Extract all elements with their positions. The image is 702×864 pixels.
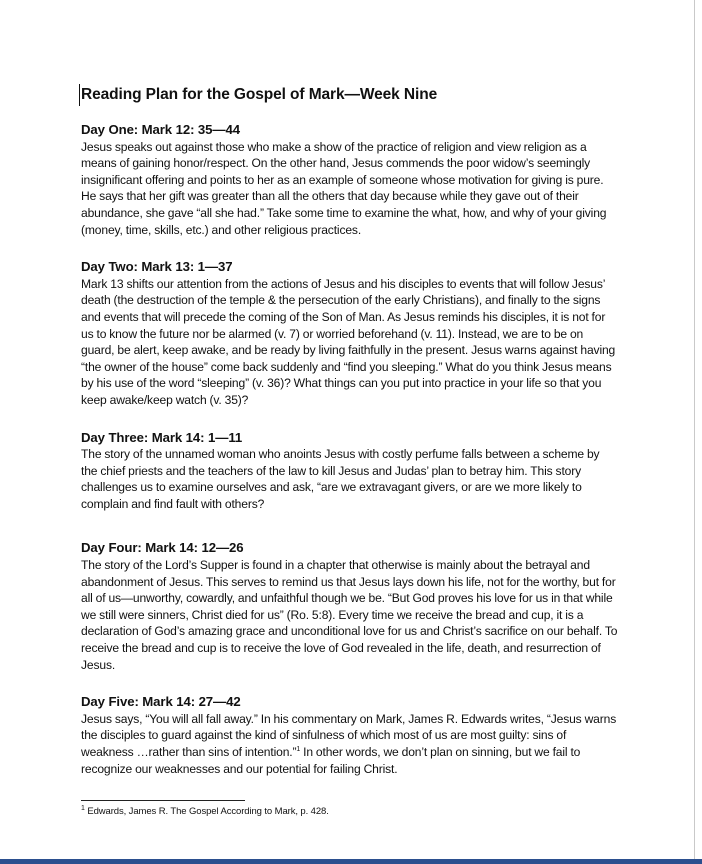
day-one-heading: Day One: Mark 12: 35—44 bbox=[81, 122, 240, 137]
day-three-text: The story of the unnamed woman who anoints Jesus with costly perfume falls between a scheme by the chief priests and the teachers of the law to kill Jesus and Judas’ plan to betray him. This story challenges us to examine ourselves and ask, “are we extravagant givers, or are we more likely to complain and find fault with others? bbox=[81, 447, 600, 511]
day-five-section bbox=[81, 694, 618, 777]
day-four-heading: Day Four: Mark 14: 12—26 bbox=[81, 540, 244, 556]
day-two-text: Mark 13 shifts our attention from the actions of Jesus and his disciples to events that will follow Jesus’ death (the destruction of the temple & the persecution of the early Christians), and finally to the signs and events that will precede the coming of the Son of Man. As Jesus reminds his disciples, it is not for us to know the future nor be alarmed (v. 7) or worried beforehand (v. 11). Instead, we are to be on guard, be alert, keep awake, and be ready by living faithfully in the present. Jesus warns against having “the owner of the house” come back suddenly and “find you sleeping.” What do you think Jesus means by his use of the word “sleeping” (v. 36)? What things can you put into practice in your life so that you keep awake/keep watch (v. 35)? bbox=[81, 276, 616, 407]
day-two-section bbox=[81, 259, 618, 408]
document-body bbox=[81, 84, 618, 777]
page-edge bbox=[694, 0, 695, 864]
day-three-heading: Day Three: Mark 14: 1—11 bbox=[81, 429, 243, 445]
footnote-number: 1 bbox=[81, 804, 85, 812]
day-five-text-part2: In other words, we don’t plan on sinning, but we fail to recognize our weaknesses and our potential for failing Christ. bbox=[81, 745, 581, 776]
day-three-section bbox=[81, 430, 618, 513]
page-title[interactable]: Reading Plan for the Gospel of Mark—Week Nine bbox=[79, 84, 618, 106]
footnote-text: Edwards, James R. The Gospel According to Mark, p. 428. bbox=[84, 806, 329, 817]
day-four-section bbox=[81, 540, 618, 673]
day-four-text: The story of the Lord’s Supper is found in a chapter that otherwise is mainly about the betrayal and abandonment of Jesus. This serves to remind us that Jesus lays down his life, not for the worthy, but for all of us—unworthy, cowardly, and unfaithful though we be. “But God proves his love for us in that while we still were sinners, Christ died for us” (Ro. 5:8). Every time we receive the bread and cup, it is a declaration of God’s amazing grace and unconditional love for us and Christ’s sacrifice on our behalf. To receive the bread and cup is to receive the love of God revealed in the life, death, and resurrection of Jesus. bbox=[81, 558, 618, 672]
footnote-reference[interactable]: 1 bbox=[296, 745, 301, 753]
day-two-heading: Day Two: Mark 13: 1—37 bbox=[81, 259, 233, 275]
day-one-text: Jesus speaks out against those who make a show of the practice of religion and view religion as a means of gaining honor/respect. On the other hand, Jesus commends the poor widow’s seemingly insignificant offering and points to her as an example of someone whose motivation for giving is pure. He says that her gift was greater than all the others that day because while they gave out of their abundance, she gave “all she had.” Take some time to examine the what, how, and why of your giving (money, time, skills, etc.) and other religious practices. bbox=[81, 139, 607, 237]
day-five-text-part1: Jesus says, “You will all fall away.” In his commentary on Mark, James R. Edwards writes, “Jesus warns the disciples to guard against the kind of sinfulness of which most of us are most guilty: sins of weakness …rather than sins of intention.” bbox=[81, 711, 617, 759]
footnote bbox=[81, 806, 329, 818]
day-five-heading: Day Five: Mark 14: 27—42 bbox=[81, 694, 241, 710]
day-five-text bbox=[81, 711, 618, 777]
day-one-section bbox=[81, 122, 618, 238]
footnote-separator bbox=[81, 800, 245, 801]
window-bottom-border bbox=[0, 859, 702, 864]
